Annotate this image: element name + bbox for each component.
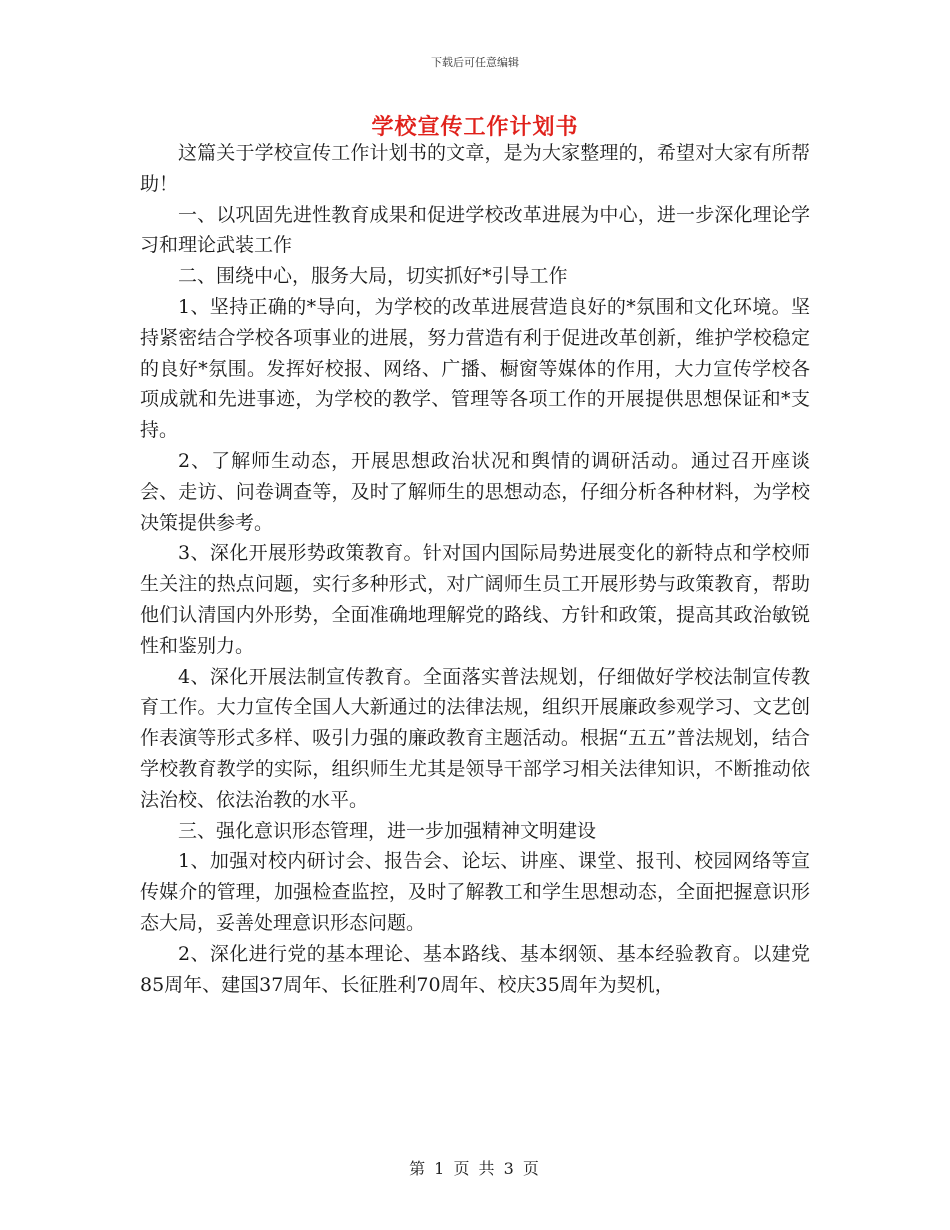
paragraph-item-3-1: 1、加强对校内研讨会、报告会、论坛、讲座、课堂、报刊、校园网络等宣传媒介的管理，加强检查监控，及时了解教工和学生思想动态，全面把握意识形态大局，妥善处理意识形态问题。	[140, 850, 810, 934]
paragraph-item-2-2: 2、了解师生动态，开展思想政治状况和舆情的调研活动。通过召开座谈会、走访、问卷调查等，及时了解师生的思想动态，仔细分析各种材料，为学校决策提供参考。	[140, 449, 810, 534]
document-body	[140, 138, 810, 1000]
paragraph-section-3: 三、强化意识形态管理，进一步加强精神文明建设	[178, 819, 597, 842]
paragraph-item-3-2: 2、深化进行党的基本理论、基本路线、基本纲领、基本经验教育。以建党85周年、建国37周年、长征胜利70周年、校庆35周年为契机，	[140, 942, 810, 996]
paragraph-section-1: 一、以巩固先进性教育成果和促进学校改革进展为中心，进一步深化理论学习和理论武装工作	[140, 203, 810, 257]
paragraph-item-2-3: 3、深化开展形势政策教育。针对国内国际局势进展变化的新特点和学校师生关注的热点问题，实行多种形式，对广阔师生员工开展形势与政策教育，帮助他们认清国内外形势，全面准确地理解党的路线、方针和政策，提高其政治敏锐性和鉴别力。	[140, 542, 810, 657]
paragraph-intro: 这篇关于学校宣传工作计划书的文章，是为大家整理的，希望对大家有所帮助！	[140, 142, 810, 195]
page-footer: 第 1 页 共 3 页	[409, 1159, 541, 1178]
paragraph-section-2: 二、围绕中心，服务大局，切实抓好*引导工作	[178, 265, 568, 288]
paragraph-item-2-4: 4、深化开展法制宣传教育。全面落实普法规划，仔细做好学校法制宣传教育工作。大力宣传全国人大新通过的法律法规，组织开展廉政参观学习、文艺创作表演等形式多样、吸引力强的廉政教育主题活动。根据“五五”普法规划，结合学校教育教学的实际，组织师生尤其是领导干部学习相关法律知识，不断推动依法治校、依法治教的水平。	[140, 665, 810, 811]
paragraph-item-2-1: 1、坚持正确的*导向，为学校的改革进展营造良好的*氛围和文化环境。坚持紧密结合学校各项事业的进展，努力营造有利于促进改革创新，维护学校稳定的良好*氛围。发挥好校报、网络、广播、橱窗等媒体的作用，大力宣传学校各项成就和先进事迹，为学校的教学、管理等各项工作的开展提供思想保证和*支持。	[140, 295, 810, 442]
document-title: 学校宣传工作计划书	[371, 114, 579, 140]
header-note: 下载后可任意编辑	[431, 56, 519, 69]
